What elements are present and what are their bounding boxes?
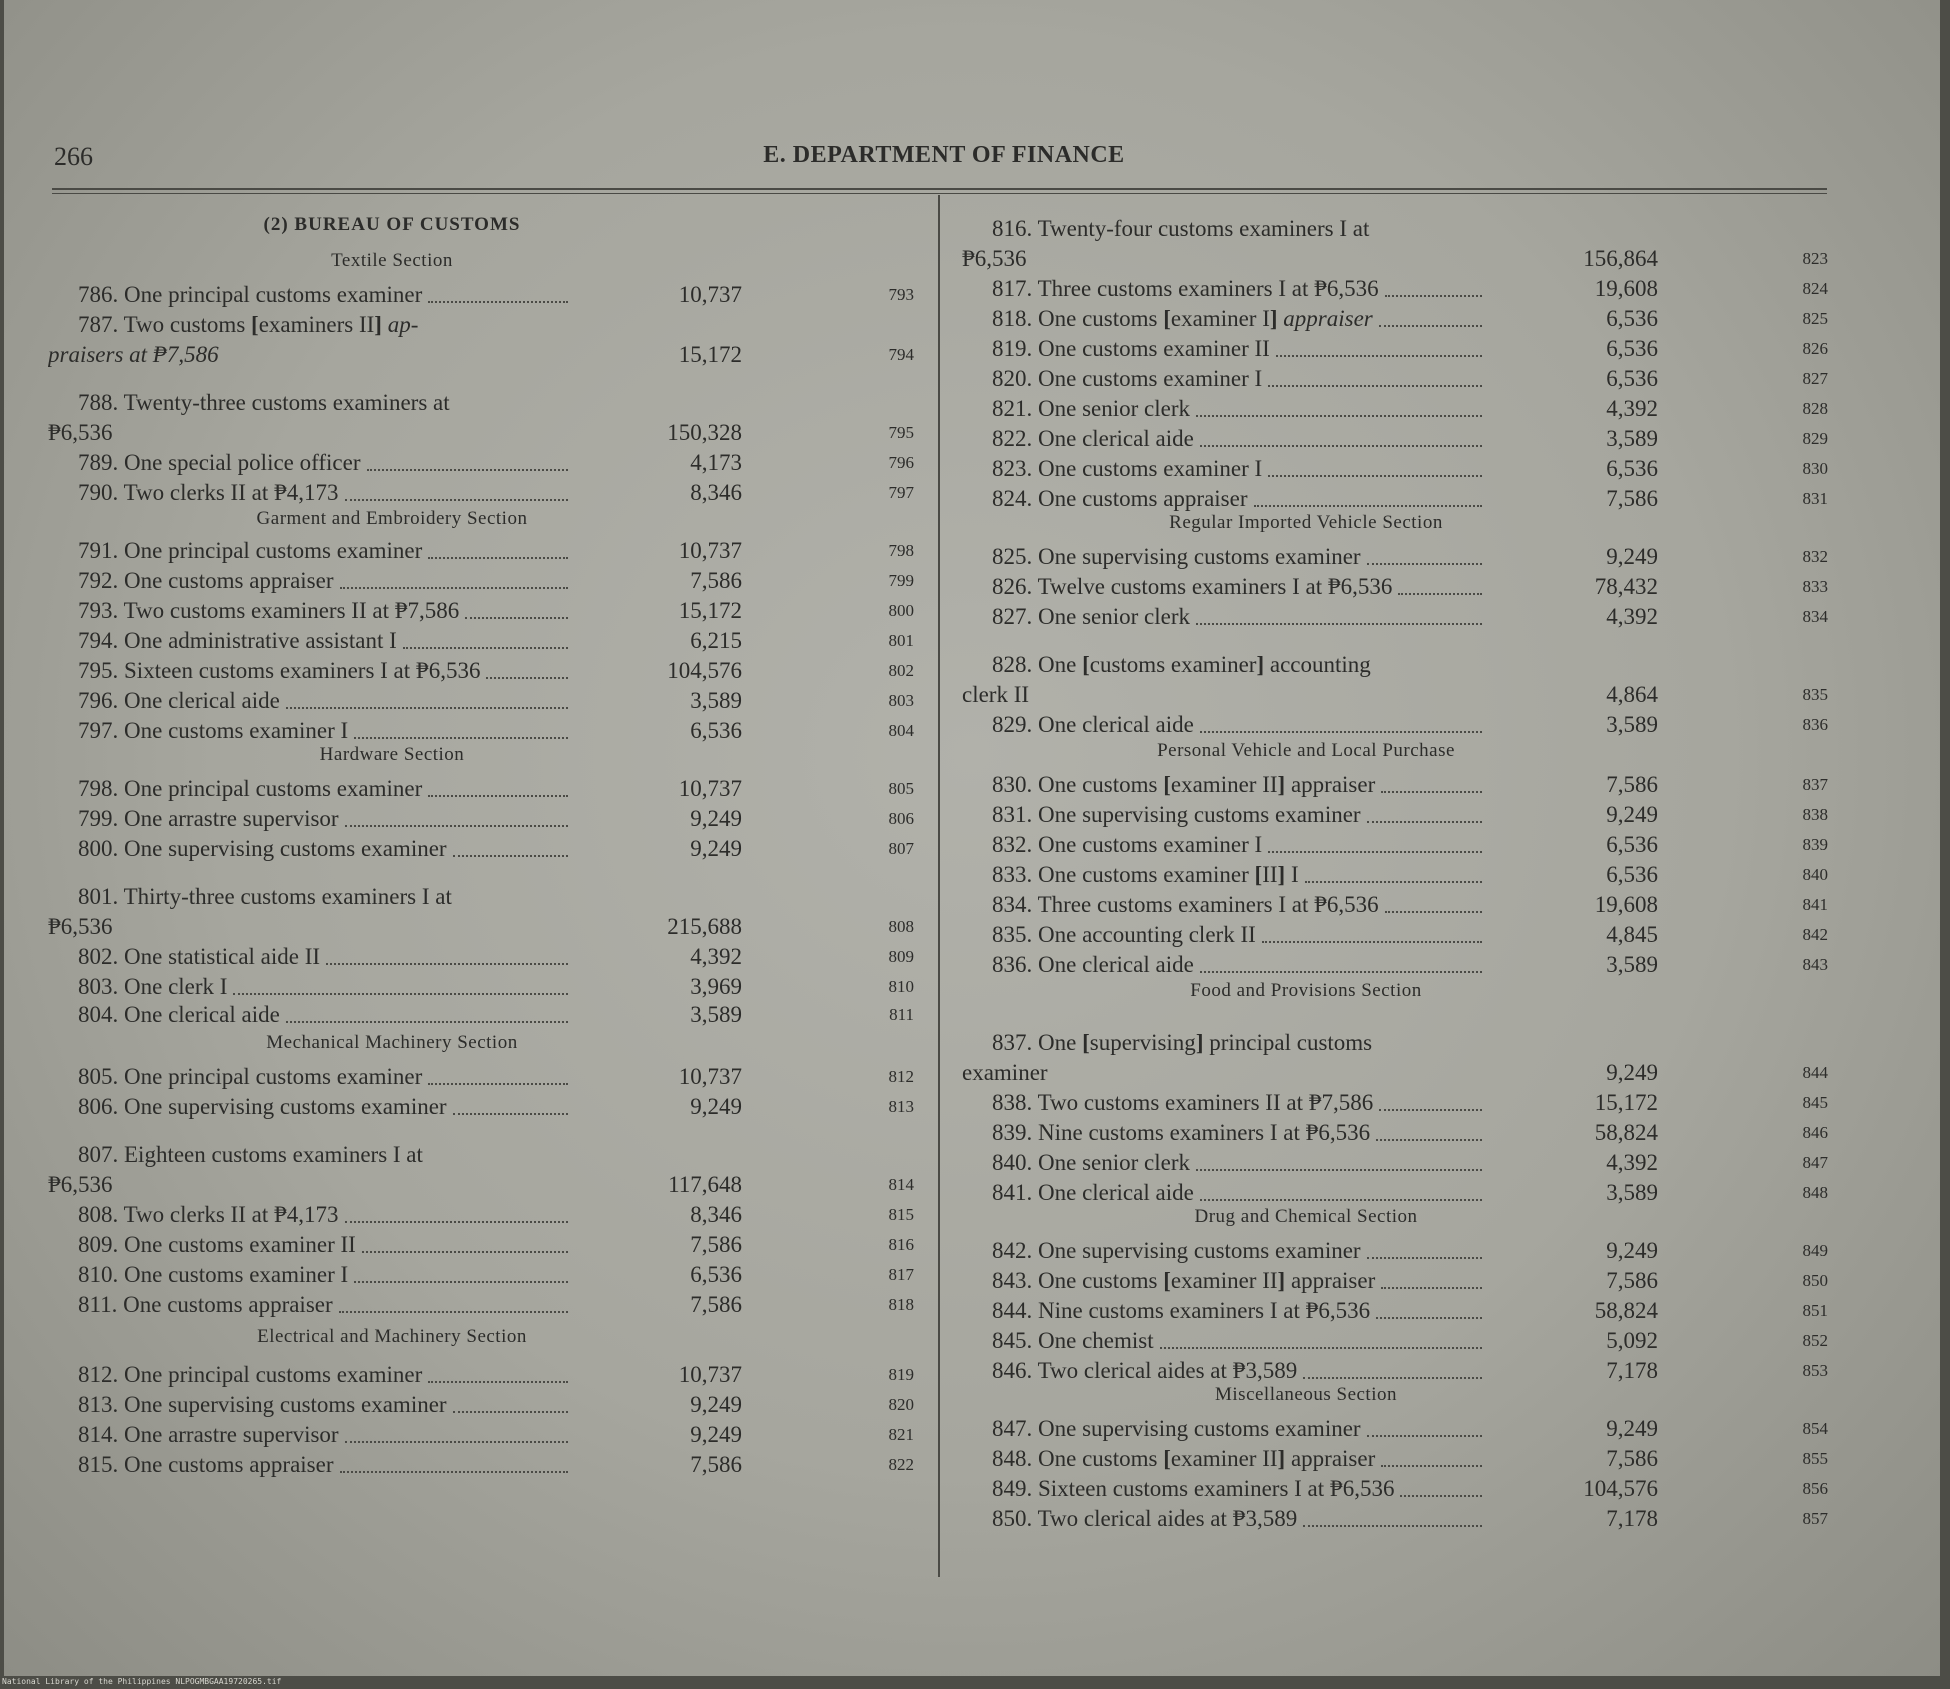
- item-amount: 117,648: [668, 1172, 742, 1197]
- item-amount: 104,576: [1583, 1476, 1658, 1501]
- item-amount: 3,589: [690, 1002, 742, 1027]
- line-number: 802: [888, 661, 914, 680]
- item-amount: 4,392: [690, 944, 742, 969]
- line-number: 838: [1802, 805, 1828, 824]
- item-description: 789. One special police officer: [78, 448, 570, 478]
- line-number: 813: [888, 1097, 914, 1116]
- section-heading: Food and Provisions Section: [1190, 980, 1422, 1001]
- dot-leader: [1305, 879, 1482, 883]
- dot-leader: [354, 735, 568, 739]
- item-description: 842. One supervising customs examiner: [992, 1236, 1484, 1266]
- dot-leader: [1160, 1345, 1482, 1349]
- item-description: 827. One senior clerk: [992, 602, 1484, 632]
- dot-leader: [1303, 1523, 1482, 1527]
- line-number: 834: [1802, 607, 1828, 626]
- dot-leader: [453, 1409, 568, 1413]
- item-amount: 6,536: [1606, 306, 1658, 331]
- line-number: 837: [1802, 775, 1828, 794]
- line-number: 844: [1802, 1063, 1828, 1082]
- item-description: 804. One clerical aide: [78, 1000, 570, 1030]
- item-description-continued: ₱6,536: [962, 246, 1027, 271]
- item-amount: 10,737: [678, 1064, 742, 1089]
- line-number: 830: [1802, 459, 1828, 478]
- header-rule: [52, 188, 1827, 190]
- dot-leader: [286, 705, 568, 709]
- line-number: 820: [888, 1395, 914, 1414]
- dot-leader: [1276, 353, 1482, 357]
- item-description: 811. One customs appraiser: [78, 1290, 570, 1320]
- line-number: 804: [888, 721, 914, 740]
- item-description: 826. Twelve customs examiners I at ₱6,536: [992, 572, 1484, 602]
- item-description: 815. One customs appraiser: [78, 1450, 570, 1480]
- item-amount: 9,249: [690, 1094, 742, 1119]
- item-amount: 3,589: [1606, 1180, 1658, 1205]
- item-amount: 7,586: [1606, 772, 1658, 797]
- dot-leader: [1376, 1137, 1482, 1141]
- item-amount: 3,589: [1606, 426, 1658, 451]
- dot-leader: [1400, 1493, 1482, 1497]
- dot-leader: [1200, 969, 1482, 973]
- line-number: 854: [1802, 1419, 1828, 1438]
- column-divider: [938, 195, 940, 1577]
- item-amount: 58,824: [1594, 1120, 1658, 1145]
- item-description: 809. One customs examiner II: [78, 1230, 570, 1260]
- dot-leader: [403, 645, 568, 649]
- dot-leader: [1268, 473, 1482, 477]
- item-description: 810. One customs examiner I: [78, 1260, 570, 1290]
- dot-leader: [1385, 293, 1482, 297]
- item-description-continued: ₱6,536: [48, 914, 113, 939]
- header-rule-thin: [52, 193, 1827, 194]
- line-number: 811: [889, 1005, 914, 1024]
- item-description: 836. One clerical aide: [992, 950, 1484, 980]
- dot-leader: [1398, 591, 1482, 595]
- item-description: 799. One arrastre supervisor: [78, 804, 570, 834]
- dot-leader: [286, 1019, 568, 1023]
- item-description: 824. One customs appraiser: [992, 484, 1484, 514]
- item-amount: 9,249: [1606, 1416, 1658, 1441]
- item-description: 803. One clerk I: [78, 972, 570, 1002]
- line-number: 827: [1802, 369, 1828, 388]
- item-amount: 5,092: [1606, 1328, 1658, 1353]
- dot-leader: [1196, 1167, 1482, 1171]
- item-description: 845. One chemist: [992, 1326, 1484, 1356]
- dot-leader: [486, 675, 568, 679]
- item-amount: 4,864: [1606, 682, 1658, 707]
- dot-leader: [345, 823, 568, 827]
- item-description: 791. One principal customs examiner: [78, 536, 570, 566]
- item-description: 802. One statistical aide II: [78, 942, 570, 972]
- page-title: E. DEPARTMENT OF FINANCE: [763, 142, 1125, 168]
- item-amount: 58,824: [1594, 1298, 1658, 1323]
- section-heading: Miscellaneous Section: [1215, 1384, 1397, 1405]
- line-number: 803: [888, 691, 914, 710]
- item-description: 829. One clerical aide: [992, 710, 1484, 740]
- item-amount: 10,737: [678, 282, 742, 307]
- item-amount: 19,608: [1594, 892, 1658, 917]
- item-amount: 9,249: [690, 1392, 742, 1417]
- dot-leader: [345, 497, 568, 501]
- item-description: 793. Two customs examiners II at ₱7,586: [78, 596, 570, 626]
- dot-leader: [1367, 561, 1482, 565]
- section-heading: Garment and Embroidery Section: [256, 508, 528, 529]
- item-amount: 4,392: [1606, 604, 1658, 629]
- item-description: 819. One customs examiner II: [992, 334, 1484, 364]
- dot-leader: [362, 1249, 568, 1253]
- item-description-continued: examiner: [962, 1060, 1048, 1085]
- item-description: 806. One supervising customs examiner: [78, 1092, 570, 1122]
- line-number: 847: [1802, 1153, 1828, 1172]
- dot-leader: [1376, 1315, 1482, 1319]
- line-number: 794: [888, 345, 914, 364]
- dot-leader: [1196, 413, 1482, 417]
- dot-leader: [1367, 819, 1482, 823]
- page-number: 266: [54, 142, 93, 171]
- line-number: 809: [888, 947, 914, 966]
- item-amount: 7,178: [1606, 1358, 1658, 1383]
- line-number: 833: [1802, 577, 1828, 596]
- dot-leader: [1367, 1433, 1482, 1437]
- line-number: 817: [888, 1265, 914, 1284]
- item-description: 812. One principal customs examiner: [78, 1360, 570, 1390]
- item-amount: 3,969: [690, 974, 742, 999]
- item-description-continued: clerk II: [962, 682, 1030, 707]
- line-number: 821: [888, 1425, 914, 1444]
- line-number: 793: [888, 285, 914, 304]
- line-number: 806: [888, 809, 914, 828]
- item-amount: 6,536: [690, 1262, 742, 1287]
- item-amount: 8,346: [690, 1202, 742, 1227]
- item-description: 850. Two clerical aides at ₱3,589: [992, 1504, 1484, 1534]
- section-heading: Mechanical Machinery Section: [266, 1032, 518, 1053]
- item-amount: 6,536: [1606, 862, 1658, 887]
- dot-leader: [367, 467, 569, 471]
- section-heading: Personal Vehicle and Local Purchase: [1157, 740, 1455, 761]
- item-description: 839. Nine customs examiners I at ₱6,536: [992, 1118, 1484, 1148]
- item-amount: 9,249: [1606, 1238, 1658, 1263]
- item-description: 849. Sixteen customs examiners I at ₱6,536: [992, 1474, 1484, 1504]
- item-amount: 104,576: [667, 658, 742, 683]
- line-number: 818: [888, 1295, 914, 1314]
- item-description: 825. One supervising customs examiner: [992, 542, 1484, 572]
- item-amount: 7,586: [690, 1452, 742, 1477]
- line-number: 798: [888, 541, 914, 560]
- item-amount: 7,586: [1606, 1268, 1658, 1293]
- item-amount: 8,346: [690, 480, 742, 505]
- item-amount: 4,392: [1606, 396, 1658, 421]
- dot-leader: [1268, 383, 1482, 387]
- line-number: 812: [888, 1067, 914, 1086]
- line-number: 857: [1802, 1509, 1828, 1528]
- section-heading: Electrical and Machinery Section: [257, 1326, 527, 1347]
- section-heading: Regular Imported Vehicle Section: [1169, 512, 1443, 533]
- item-amount: 3,589: [1606, 712, 1658, 737]
- line-number: 816: [888, 1235, 914, 1254]
- dot-leader: [1379, 323, 1482, 327]
- dot-leader: [1381, 789, 1482, 793]
- item-description: 797. One customs examiner I: [78, 716, 570, 746]
- dot-leader: [1367, 1255, 1482, 1259]
- line-number: 841: [1802, 895, 1828, 914]
- line-number: 797: [888, 483, 914, 502]
- line-number: 829: [1802, 429, 1828, 448]
- item-description: 814. One arrastre supervisor: [78, 1420, 570, 1450]
- line-number: 836: [1802, 715, 1828, 734]
- item-amount: 6,536: [1606, 456, 1658, 481]
- item-description: 794. One administrative assistant I: [78, 626, 570, 656]
- item-description: 823. One customs examiner I: [992, 454, 1484, 484]
- item-description: 816. Twenty-four customs examiners I at: [992, 216, 1370, 241]
- item-amount: 9,249: [1606, 544, 1658, 569]
- item-description: 792. One customs appraiser: [78, 566, 570, 596]
- item-description: 787. Two customs [examiners II] ap-: [78, 312, 419, 337]
- item-description: 848. One customs [examiner II] appraiser: [992, 1444, 1484, 1474]
- dot-leader: [339, 1309, 568, 1313]
- line-number: 855: [1802, 1449, 1828, 1468]
- item-amount: 15,172: [678, 598, 742, 623]
- item-description: 807. Eighteen customs examiners I at: [78, 1142, 423, 1167]
- item-amount: 215,688: [667, 914, 742, 939]
- line-number: 840: [1802, 865, 1828, 884]
- item-description: 820. One customs examiner I: [992, 364, 1484, 394]
- line-number: 819: [888, 1365, 914, 1384]
- document-page: [4, 0, 1940, 1676]
- item-description: 808. Two clerks II at ₱4,173: [78, 1200, 570, 1230]
- line-number: 842: [1802, 925, 1828, 944]
- section-heading: Drug and Chemical Section: [1194, 1206, 1418, 1227]
- item-amount: 6,215: [690, 628, 742, 653]
- item-description: 795. Sixteen customs examiners I at ₱6,536: [78, 656, 570, 686]
- dot-leader: [1303, 1375, 1482, 1379]
- item-amount: 9,249: [690, 1422, 742, 1447]
- dot-leader: [354, 1279, 568, 1283]
- item-amount: 7,586: [690, 1232, 742, 1257]
- item-amount: 10,737: [678, 776, 742, 801]
- line-number: 835: [1802, 685, 1828, 704]
- line-number: 839: [1802, 835, 1828, 854]
- item-amount: 9,249: [690, 806, 742, 831]
- dot-leader: [428, 1379, 568, 1383]
- line-number: 796: [888, 453, 914, 472]
- item-amount: 6,536: [1606, 366, 1658, 391]
- dot-leader: [428, 1081, 568, 1085]
- item-description: 834. Three customs examiners I at ₱6,536: [992, 890, 1484, 920]
- item-amount: 7,178: [1606, 1506, 1658, 1531]
- item-amount: 4,845: [1606, 922, 1658, 947]
- item-description: 840. One senior clerk: [992, 1148, 1484, 1178]
- line-number: 846: [1802, 1123, 1828, 1142]
- section-heading: Textile Section: [331, 250, 453, 271]
- item-description: 798. One principal customs examiner: [78, 774, 570, 804]
- item-description: 818. One customs [examiner I] appraiser: [992, 304, 1484, 334]
- dot-leader: [1200, 729, 1482, 733]
- item-amount: 6,536: [1606, 336, 1658, 361]
- line-number: 850: [1802, 1271, 1828, 1290]
- line-number: 852: [1802, 1331, 1828, 1350]
- line-number: 808: [888, 917, 914, 936]
- item-amount: 4,173: [690, 450, 742, 475]
- line-number: 822: [888, 1455, 914, 1474]
- item-description: 838. Two customs examiners II at ₱7,586: [992, 1088, 1484, 1118]
- item-description: 847. One supervising customs examiner: [992, 1414, 1484, 1444]
- dot-leader: [1200, 443, 1482, 447]
- item-description: 786. One principal customs examiner: [78, 280, 570, 310]
- line-number: 849: [1802, 1241, 1828, 1260]
- item-amount: 7,586: [690, 1292, 742, 1317]
- item-description: 843. One customs [examiner II] appraiser: [992, 1266, 1484, 1296]
- section-heading: Hardware Section: [319, 744, 465, 765]
- item-description: 841. One clerical aide: [992, 1178, 1484, 1208]
- line-number: 848: [1802, 1183, 1828, 1202]
- item-description: 835. One accounting clerk II: [992, 920, 1484, 950]
- dot-leader: [345, 1439, 568, 1443]
- item-description-continued: ₱6,536: [48, 420, 113, 445]
- item-amount: 9,249: [1606, 802, 1658, 827]
- dot-leader: [428, 793, 568, 797]
- line-number: 826: [1802, 339, 1828, 358]
- scan-footer: National Library of the Philippines NLPOGMBGAA19720265.tif: [2, 1677, 282, 1686]
- dot-leader: [453, 853, 568, 857]
- dot-leader: [345, 1219, 568, 1223]
- line-number: 825: [1802, 309, 1828, 328]
- line-number: 843: [1802, 955, 1828, 974]
- line-number: 801: [888, 631, 914, 650]
- line-number: 805: [888, 779, 914, 798]
- line-number: 814: [888, 1175, 914, 1194]
- item-amount: 9,249: [1606, 1060, 1658, 1085]
- item-description: 801. Thirty-three customs examiners I at: [78, 884, 452, 909]
- dot-leader: [1379, 1107, 1482, 1111]
- item-amount: 15,172: [678, 342, 742, 367]
- item-description: 833. One customs examiner [II] I: [992, 860, 1484, 890]
- item-amount: 7,586: [1606, 1446, 1658, 1471]
- item-amount: 6,536: [1606, 832, 1658, 857]
- dot-leader: [326, 961, 568, 965]
- item-description: 830. One customs [examiner II] appraiser: [992, 770, 1484, 800]
- dot-leader: [428, 299, 568, 303]
- dot-leader: [1262, 939, 1482, 943]
- item-amount: 3,589: [690, 688, 742, 713]
- item-description-continued: praisers at ₱7,586: [48, 342, 219, 367]
- item-description: 837. One [supervising] principal customs: [992, 1030, 1373, 1055]
- line-number: 851: [1802, 1301, 1828, 1320]
- line-number: 832: [1802, 547, 1828, 566]
- item-amount: 19,608: [1594, 276, 1658, 301]
- line-number: 810: [888, 977, 914, 996]
- dot-leader: [1200, 1197, 1482, 1201]
- dot-leader: [465, 615, 568, 619]
- dot-leader: [1381, 1285, 1482, 1289]
- item-amount: 15,172: [1594, 1090, 1658, 1115]
- item-amount: 10,737: [678, 1362, 742, 1387]
- item-description: 846. Two clerical aides at ₱3,589: [992, 1356, 1484, 1386]
- item-description: 813. One supervising customs examiner: [78, 1390, 570, 1420]
- line-number: 815: [888, 1205, 914, 1224]
- item-description-continued: ₱6,536: [48, 1172, 113, 1197]
- dot-leader: [340, 585, 569, 589]
- line-number: 795: [888, 423, 914, 442]
- line-number: 845: [1802, 1093, 1828, 1112]
- dot-leader: [340, 1469, 569, 1473]
- item-amount: 9,249: [690, 836, 742, 861]
- item-amount: 3,589: [1606, 952, 1658, 977]
- line-number: 831: [1802, 489, 1828, 508]
- line-number: 799: [888, 571, 914, 590]
- item-amount: 6,536: [690, 718, 742, 743]
- dot-leader: [453, 1111, 568, 1115]
- line-number: 823: [1802, 249, 1828, 268]
- line-number: 856: [1802, 1479, 1828, 1498]
- section-heading: (2) BUREAU OF CUSTOMS: [263, 214, 521, 235]
- dot-leader: [1381, 1463, 1482, 1467]
- item-description: 788. Twenty-three customs examiners at: [78, 390, 450, 415]
- item-description: 805. One principal customs examiner: [78, 1062, 570, 1092]
- item-amount: 10,737: [678, 538, 742, 563]
- item-amount: 7,586: [690, 568, 742, 593]
- item-description: 828. One [customs examiner] accounting: [992, 652, 1371, 677]
- item-description: 822. One clerical aide: [992, 424, 1484, 454]
- line-number: 853: [1802, 1361, 1828, 1380]
- item-description: 817. Three customs examiners I at ₱6,536: [992, 274, 1484, 304]
- dot-leader: [1196, 621, 1482, 625]
- item-description: 796. One clerical aide: [78, 686, 570, 716]
- item-amount: 150,328: [667, 420, 742, 445]
- item-amount: 4,392: [1606, 1150, 1658, 1175]
- dot-leader: [428, 555, 568, 559]
- item-description: 831. One supervising customs examiner: [992, 800, 1484, 830]
- dot-leader: [1385, 909, 1482, 913]
- item-amount: 156,864: [1583, 246, 1658, 271]
- item-description: 800. One supervising customs examiner: [78, 834, 570, 864]
- dot-leader: [1254, 503, 1483, 507]
- item-description: 821. One senior clerk: [992, 394, 1484, 424]
- item-amount: 7,586: [1606, 486, 1658, 511]
- line-number: 800: [888, 601, 914, 620]
- item-description: 832. One customs examiner I: [992, 830, 1484, 860]
- line-number: 824: [1802, 279, 1828, 298]
- item-description: 790. Two clerks II at ₱4,173: [78, 478, 570, 508]
- item-amount: 78,432: [1594, 574, 1658, 599]
- dot-leader: [1268, 849, 1482, 853]
- item-description: 844. Nine customs examiners I at ₱6,536: [992, 1296, 1484, 1326]
- line-number: 828: [1802, 399, 1828, 418]
- line-number: 807: [888, 839, 914, 858]
- dot-leader: [233, 991, 568, 995]
